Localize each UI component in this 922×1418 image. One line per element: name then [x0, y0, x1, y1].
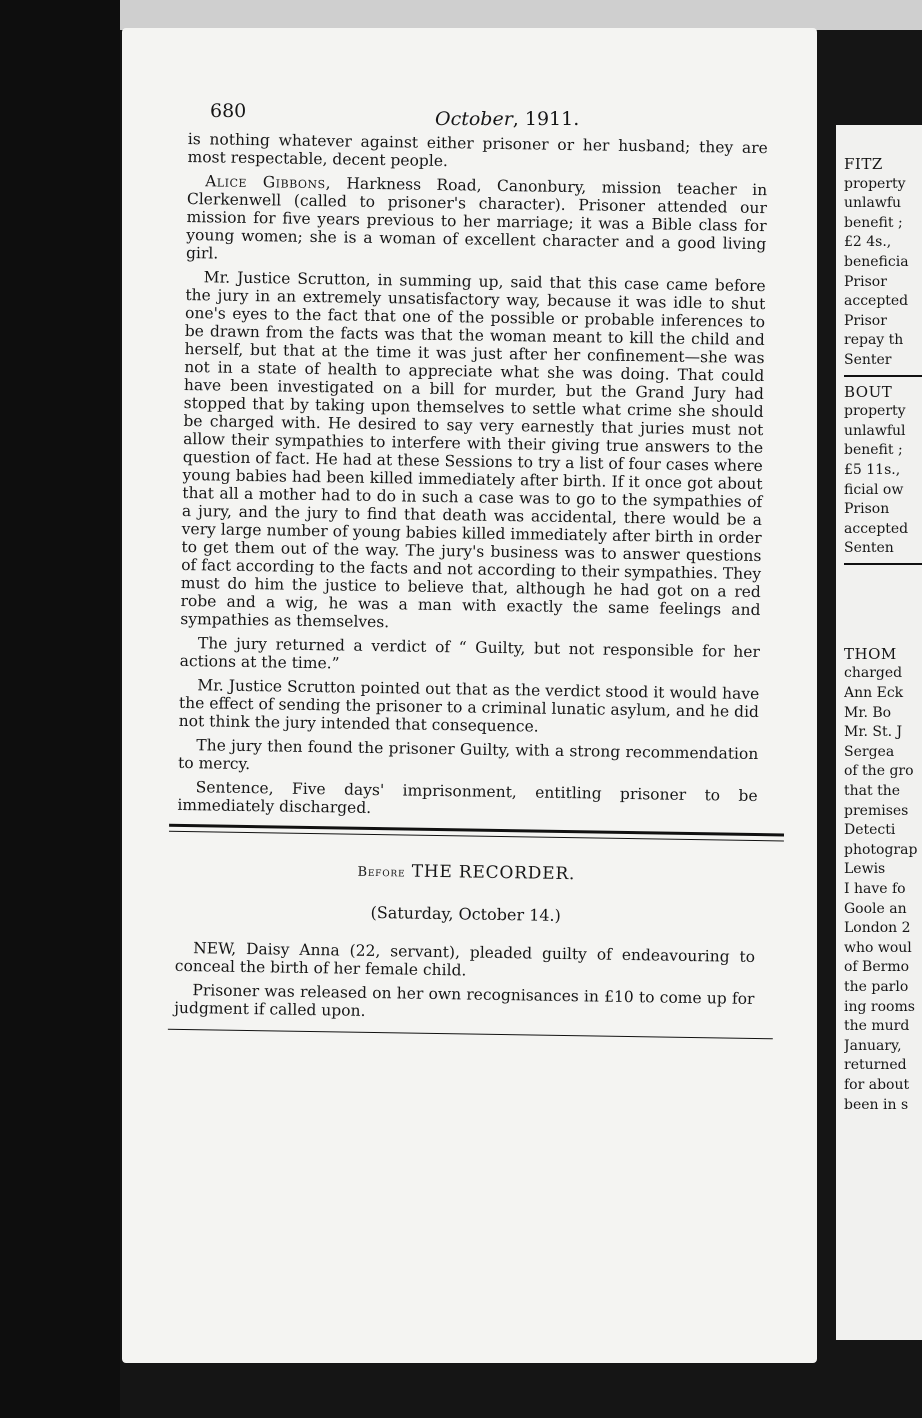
right-page-line: property — [844, 175, 906, 192]
bottom-rule — [168, 1029, 773, 1040]
right-page-line: who woul — [844, 939, 912, 956]
right-page-line: beneficia — [844, 253, 909, 270]
right-page-line: Goole an — [844, 900, 907, 917]
article-body — [174, 130, 768, 1039]
section-heading-recorder: THE RECORDER. — [405, 861, 576, 885]
right-page-line: accepted — [844, 293, 909, 310]
right-page-line: £5 11s., — [844, 461, 901, 478]
case-outcome-paragraph: Prisoner was released on her own recognisances in £10 to come up for judgment if called upon. — [174, 981, 755, 1020]
right-page-line: FITZ — [844, 155, 883, 173]
case-paragraph: NEW, Daisy Anna (22, servant), pleaded guilty of endeavouring to conceal the birth of her female child. — [174, 939, 756, 980]
right-page-line: repay th — [844, 332, 904, 349]
section-divider — [169, 824, 784, 842]
right-page-line: photograp — [844, 841, 918, 858]
right-page-line: THOM — [844, 644, 897, 663]
right-page-fragment — [836, 125, 922, 1340]
witness-paragraph — [186, 172, 767, 271]
right-page-line: Prison — [844, 501, 890, 518]
guilty-paragraph: The jury then found the prisoner Guilty, with a strong recommendation to mercy. — [177, 736, 759, 774]
right-page-line: premises — [844, 802, 909, 819]
paragraph-continued: is nothing whatever against either prisoner or her husband; they are most respectable, decent people. — [187, 130, 768, 171]
running-head-year: , 1911. — [512, 108, 580, 130]
right-page-line: that the — [844, 783, 900, 800]
right-page-rule — [844, 563, 922, 565]
right-page-line: of the gro — [844, 763, 914, 780]
right-page-line: the murd — [844, 1018, 910, 1035]
right-page-line: benefit ; — [844, 442, 903, 459]
right-page-line: I have fo — [844, 881, 906, 897]
right-page-line: unlawfu — [844, 195, 902, 212]
running-head-month: October — [435, 108, 513, 130]
right-page-line: unlawful — [844, 422, 906, 439]
page-header — [160, 90, 765, 130]
page-content — [160, 90, 768, 1030]
left-page — [122, 28, 817, 1363]
right-page-line: property — [844, 403, 906, 420]
right-page-line: for about — [844, 1076, 910, 1093]
right-page-line: Ann Eck — [844, 685, 904, 702]
asylum-paragraph: Mr. Justice Scrutton pointed out that as the verdict stood it would have the effect of sending the prisoner to a criminal lunatic asylum, and he did not think the jury intended that consequence. — [178, 676, 760, 736]
right-page-line: £2 4s., — [844, 234, 892, 251]
right-page-line: the parlo — [844, 978, 909, 995]
right-page-line: Detecti — [844, 822, 896, 839]
section-date: (Saturday, October 14.) — [370, 902, 561, 925]
scanner-margin-top — [0, 0, 922, 30]
sentence-paragraph: Sentence, Five days' imprisonment, entitling prisoner to be immediately discharged. — [177, 778, 758, 817]
right-page-line: BOUT — [844, 382, 893, 401]
right-page-line: ficial ow — [844, 481, 904, 498]
page-number: 680 — [210, 100, 247, 122]
right-page-line: Lewis — [844, 861, 886, 878]
verdict-paragraph: The jury returned a verdict of “ Guilty, but not responsible for her actions at the time.” — [179, 634, 761, 673]
right-page-line: been in s — [844, 1096, 909, 1113]
right-page-line: returned — [844, 1057, 907, 1074]
scanner-margin-left — [0, 0, 120, 1418]
right-page-line: January, — [844, 1037, 902, 1054]
right-page-line: Senten — [844, 540, 894, 557]
right-page-line: Senter — [844, 351, 892, 368]
section-heading-before: Before — [357, 864, 406, 881]
right-page-line: London 2 — [844, 920, 911, 937]
right-page-line: of Bermo — [844, 959, 910, 976]
summing-up-paragraph: Mr. Justice Scrutton, in summing up, said that this case came before the jury in an extremely unsatisfactory way, because it was idle to shut one's eyes to the fact that one of the possible or probable inferences to be drawn from the facts was that the woman meant to kill the child and herself, but that at the time it was just after her confinement—she was not in a state of health to appreciate what she was doing. That could have been investigated on a bill for murder, but the Grand Jury had stopped that by taking upon themselves to settle what crime she should be charged with. He desired to say very earnestly that juries must not allow their sympathies to interfere with their giving true answers to the question of fact. He had at these Sessions to try a list of four cases where young babies had been killed immediately after birth. If it once got about that all a mother had to do in such a case was to go to the sympathies of a jury, and the jury to find that death was accidental, there would be a very large number of young babies killed immediately after birth in order to get them out of the way. The jury's business was to answer questions of fact according to the facts and not according to their sympathies. They must do him the justice to believe that, although he had got on a red robe and a wig, he was a man with exactly the same feelings and sympathies as themselves. — [180, 268, 766, 632]
witness-text: Harkness Road, Canonbury, mission teacher in Clerkenwell (called to prisoner's character). Prisoner attended our mission for five years previous to her marriage; it was a Bible class for young women; she is a woman of excellent character and a good living girl. — [185, 174, 768, 263]
right-page-line: ing rooms — [844, 998, 915, 1015]
right-page-line: Prisor — [844, 273, 887, 290]
right-page-rule — [844, 375, 922, 377]
running-head — [435, 108, 579, 130]
witness-name: Alice Gibbons, — [205, 172, 332, 193]
right-page-line: accepted — [844, 520, 909, 537]
right-page-line: Sergea — [844, 743, 895, 760]
right-page-line: charged — [844, 665, 903, 682]
right-page-lines — [844, 155, 922, 1115]
right-page-line: Mr. St. J — [844, 724, 903, 741]
section-heading — [176, 858, 756, 887]
right-page-line: Prisor — [844, 312, 887, 329]
right-page-line: benefit ; — [844, 214, 903, 231]
right-page-line: Mr. Bo — [844, 704, 892, 721]
